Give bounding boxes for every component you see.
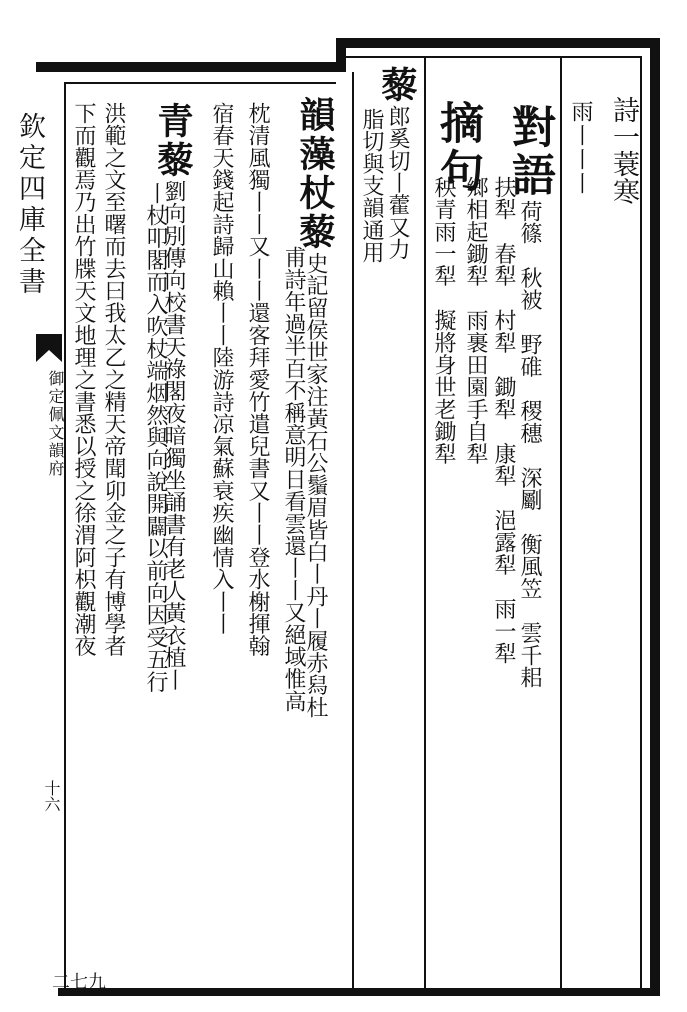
frame-right: [650, 38, 660, 996]
column-11: [280, 246, 306, 712]
column-4: [490, 176, 516, 664]
column-text: 史記留侯世家注黃石公鬚眉皆白丨丹丨履赤舄杜: [303, 252, 328, 719]
frame-bottom: [58, 988, 660, 996]
column-17: [70, 102, 96, 657]
section-heading-zhaiju: 摘句: [432, 100, 483, 196]
frame-top-right: [336, 38, 658, 48]
frame-inner-right: [640, 56, 642, 988]
margin-title: 欽定四庫全書: [14, 112, 45, 298]
fish-tail-mark: [36, 334, 62, 362]
column-text: 洪範之文至曙而去曰我太乙之精天帝聞卯金之子有博學者: [101, 102, 126, 657]
column-text: 詩一蓑寒: [608, 96, 639, 205]
column-15: [142, 182, 168, 693]
section-heading-duiyu: 對語: [504, 104, 555, 200]
column-text: 甫詩年過半百不稱意明日看雲還丨丨又絕域惟高: [281, 246, 306, 713]
head-character-li: 藜: [376, 66, 418, 105]
column-text: 下而觀焉乃出竹牒天文地理之書悉以授之徐渭阿枳觀潮夜: [71, 102, 96, 657]
column-text: 扶犁 春犁 村犁 鋤犁 康犁 浥露犁 雨一犁: [491, 176, 516, 665]
column-text: 鄉相起鋤犁 雨裹田園手自犁: [463, 176, 488, 465]
column-2: [568, 100, 592, 196]
column-7: [430, 176, 456, 465]
frame-top-left: [36, 62, 336, 72]
column-text: 脂切與支韻通用: [359, 108, 384, 264]
column-text: 丨杖叩閣而入吹杖端烟然與向說開闢以前向因受五行: [143, 182, 168, 693]
column-1: [608, 96, 639, 205]
column-text: 荷篠 秋被 野碓 稷穗 深劚 衡風笠 雲千耜: [517, 200, 542, 689]
bottom-number: 二七九: [52, 972, 106, 993]
column-text: 秧青雨一犁 擬將身世老鋤犁: [431, 176, 456, 465]
section-heading-qingli: 青藜: [152, 102, 194, 180]
margin-subtitle: 御定佩文韻府: [46, 370, 65, 478]
column-9: [358, 108, 384, 263]
column-12: [244, 102, 270, 657]
column-8: [376, 66, 418, 261]
page-number: 十六: [42, 780, 61, 812]
column-3: [504, 104, 555, 689]
column-text: 宿春天錢起詩歸山賴丨丨陸游詩凉氣蘇衰疾幽情入丨丨: [209, 102, 234, 635]
frame-inner-top-right: [346, 56, 642, 58]
section-heading-yunzao: 韻藻杖藜: [294, 96, 336, 252]
column-text: 劉向別傳向校書天祿閣夜暗獨坐誦書有老人黃衣植丨: [161, 180, 186, 691]
frame-left: [64, 82, 66, 988]
column-13: [208, 102, 234, 635]
column-16: [100, 102, 126, 657]
column-text: 郎奚切丨藿又力: [385, 105, 410, 261]
column-5: [462, 176, 488, 465]
column-text: 雨丨丨丨: [568, 100, 593, 196]
frame-inner-top: [64, 82, 336, 84]
divider-3: [560, 56, 562, 988]
divider-1: [352, 72, 354, 988]
column-text: 枕清風獨丨丨又丨丨還客拜愛竹遣兒書又丨丨登水榭揮翰: [245, 102, 270, 657]
divider-2: [424, 56, 426, 988]
